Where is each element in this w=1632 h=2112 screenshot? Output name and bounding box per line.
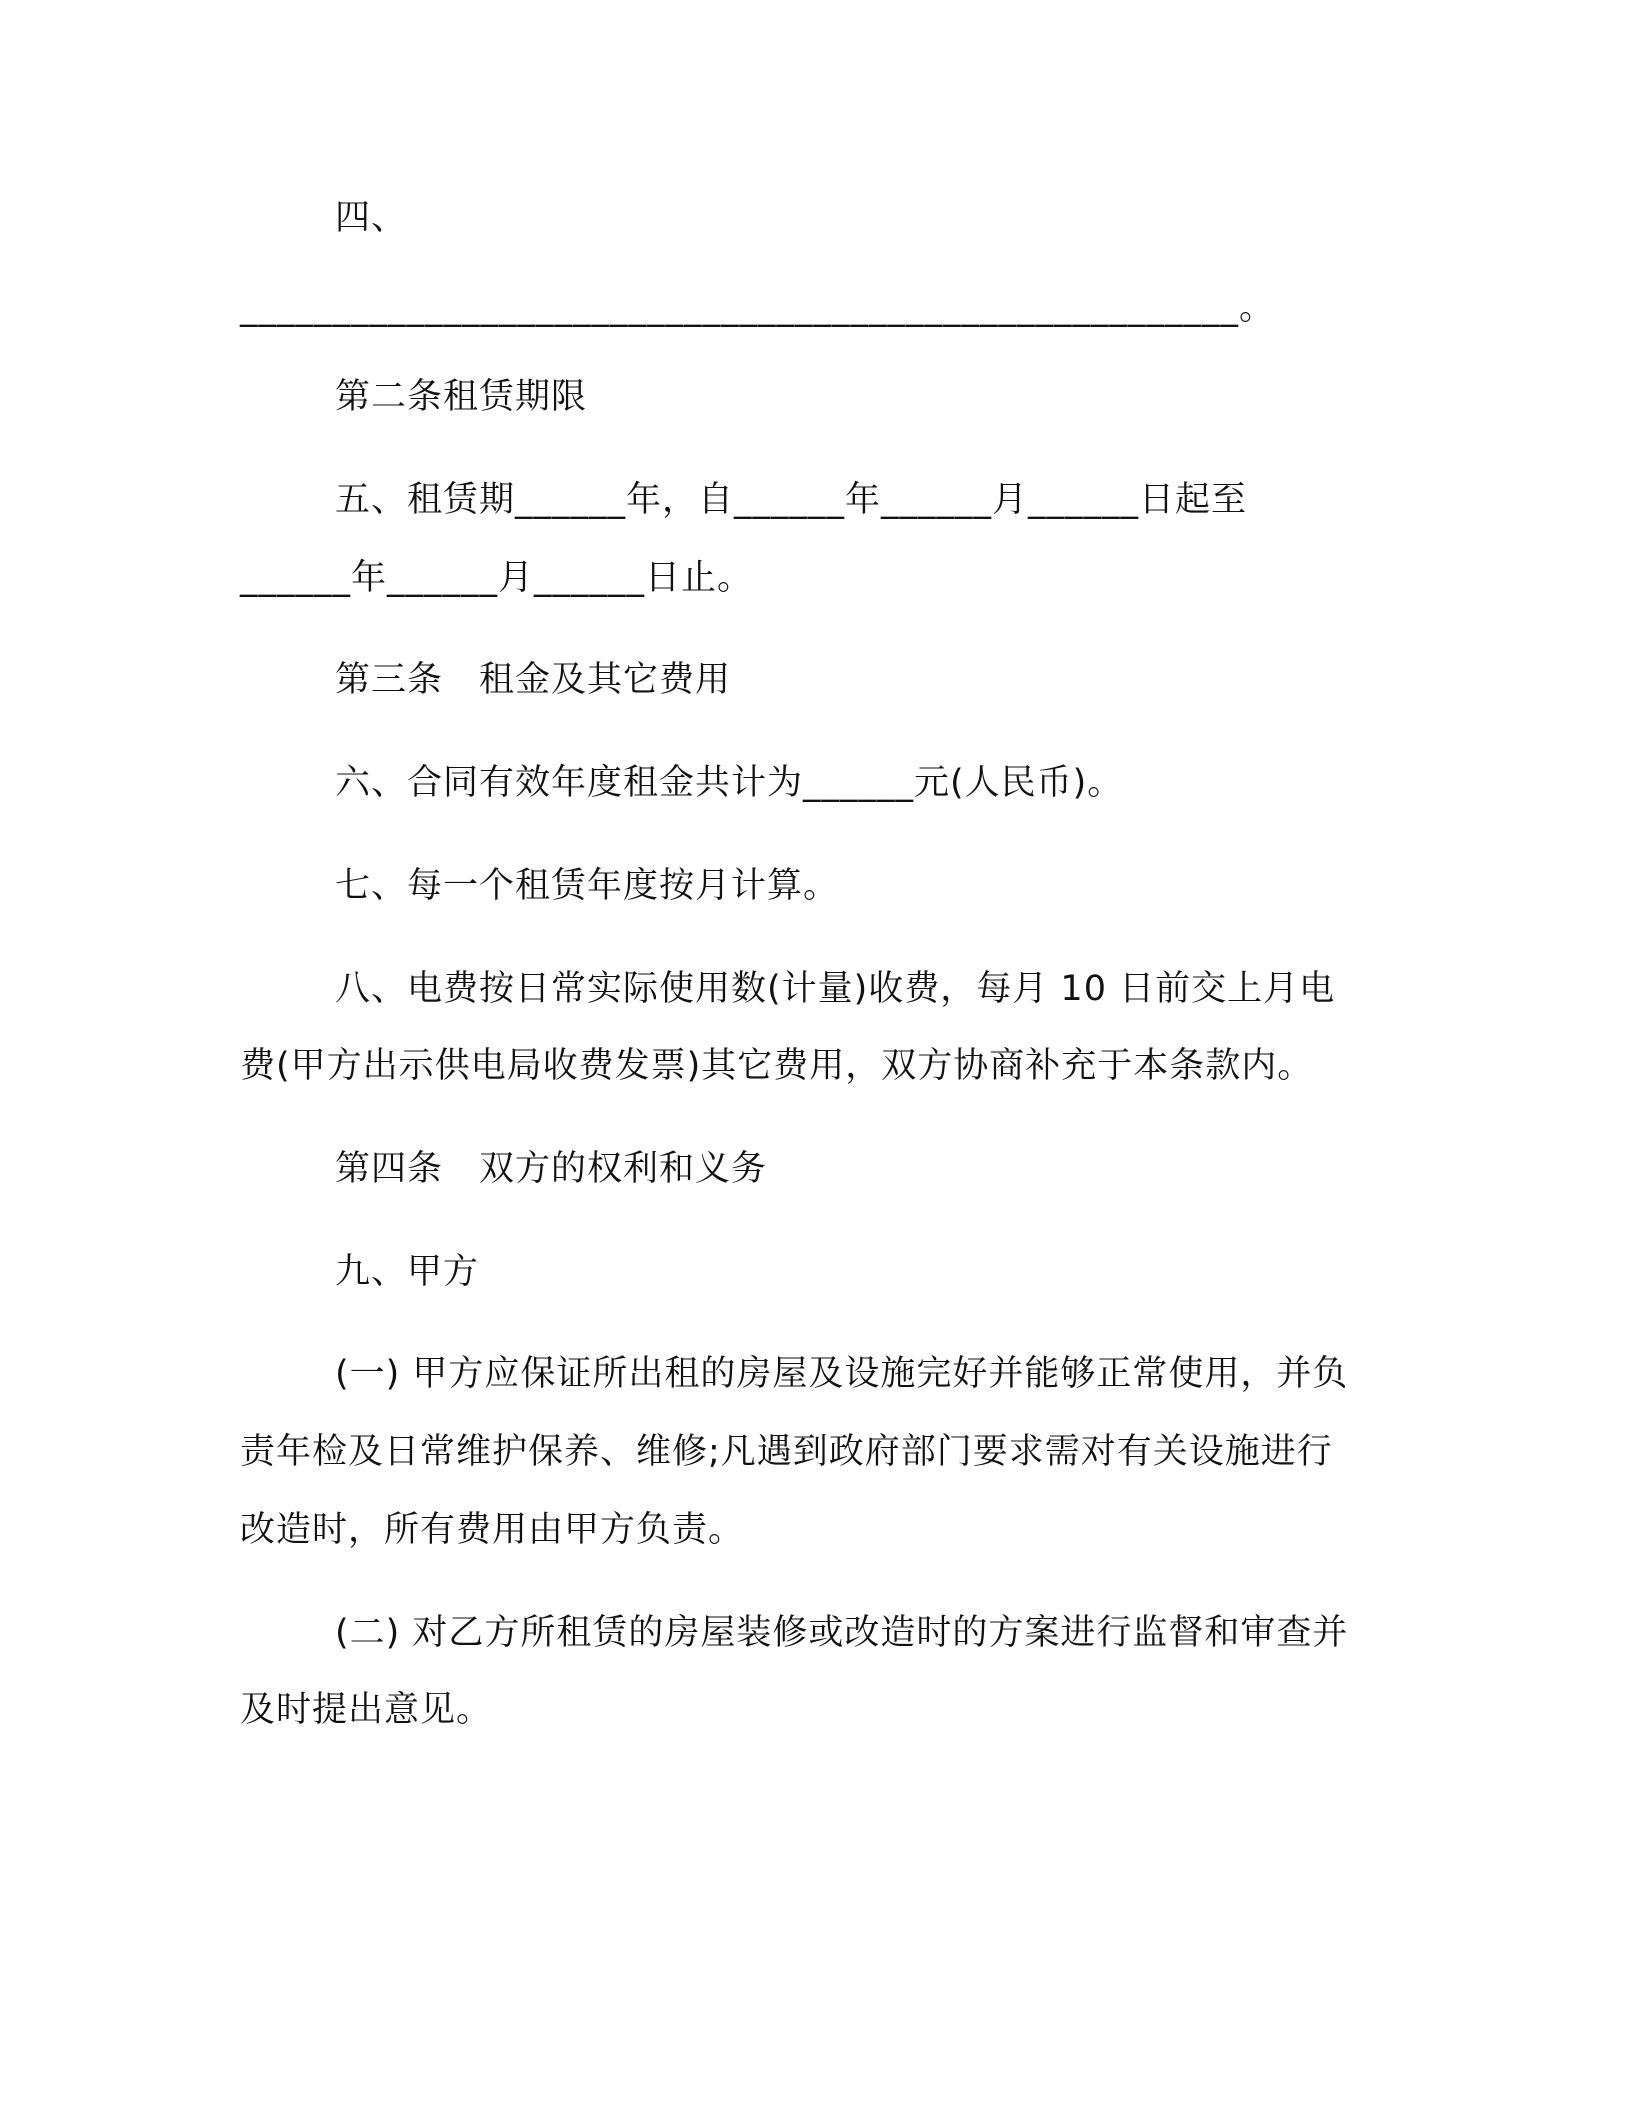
clause-8-line-2: 费(甲方出示供电局收费发票)其它费用，双方协商补充于本条款内。 xyxy=(240,1046,1314,1086)
clause-9-2-line-2: 及时提出意见。 xyxy=(240,1690,493,1730)
clause-4-heading: 四、 xyxy=(335,198,408,238)
clause-9-heading: 九、甲方 xyxy=(335,1252,480,1292)
clause-9-2-line-1: (二) 对乙方所租赁的房屋装修或改造时的方案进行监督和审查并 xyxy=(335,1613,1349,1653)
clause-9-1-line-1: (一) 甲方应保证所出租的房屋及设施完好并能够正常使用，并负 xyxy=(335,1354,1349,1394)
clause-5-line-1: 五、租赁期______年，自______年______月______日起至 xyxy=(335,480,1248,520)
clause-5-line-2: ______年______月______日止。 xyxy=(240,558,754,598)
clause-6: 六、合同有效年度租金共计为______元(人民币)。 xyxy=(335,763,1124,803)
article-4-title: 第四条 双方的权利和义务 xyxy=(335,1149,768,1189)
clause-9-1-line-3: 改造时，所有费用由甲方负责。 xyxy=(240,1510,745,1550)
article-3-title: 第三条 租金及其它费用 xyxy=(335,660,732,700)
clause-9-1-line-2: 责年检及日常维护保养、维修;凡遇到政府部门要求需对有关设施进行 xyxy=(240,1432,1333,1472)
clause-4-blank-line: ______________________________________________________。 xyxy=(240,288,1276,328)
article-2-title: 第二条租赁期限 xyxy=(335,377,588,417)
clause-7: 七、每一个租赁年度按月计算。 xyxy=(335,866,840,906)
clause-8-line-1: 八、电费按日常实际使用数(计量)收费，每月 10 日前交上月电 xyxy=(335,969,1336,1009)
